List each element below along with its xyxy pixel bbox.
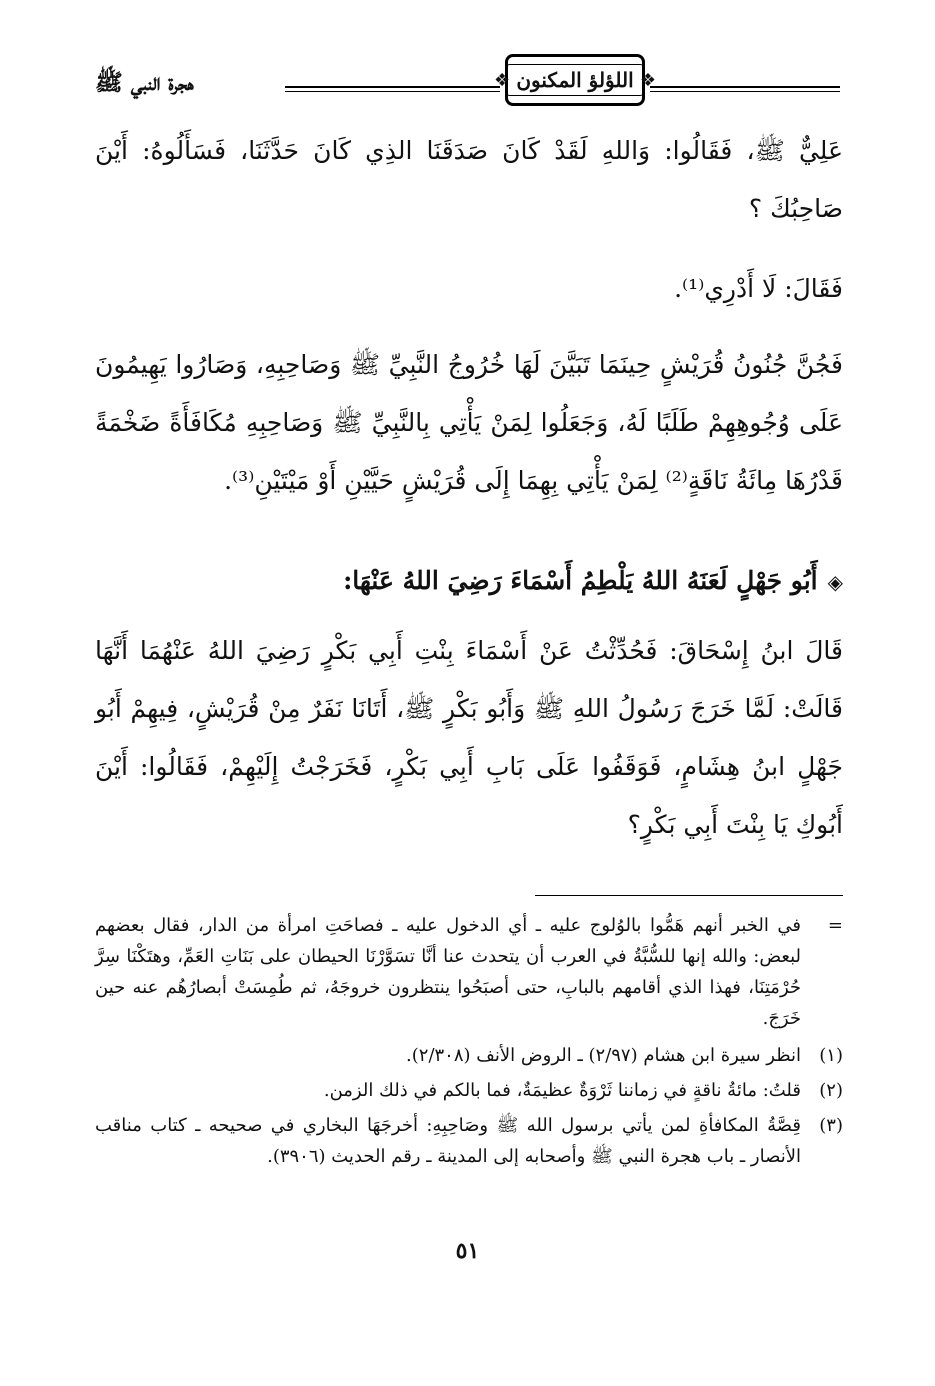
footnote-3: [95, 1110, 843, 1172]
chapter-title: هجرة النبي ﷺ: [95, 69, 194, 96]
footnote-text: قلتُ: مائةُ ناقةٍ في زماننا ثَرْوَةٌ عظيمَةٌ، فما بالكم في ذلك الزمن.: [323, 1080, 801, 1101]
footnote-mark: (٣): [819, 1115, 843, 1136]
book-title: ❖ اللؤلؤ المكنون: [505, 64, 644, 96]
footnote-mark: =: [827, 915, 843, 936]
book-title-badge: [505, 54, 645, 106]
section-heading-text: أَبُو جَهْلٍ لَعَنَهُ اللهُ يَلْطِمُ أَسْمَاءَ رَضِيَ اللهُ عَنْهَا:: [343, 566, 818, 595]
diamond-bullet-icon: ◈: [827, 570, 843, 594]
header-rule-left: [285, 86, 500, 88]
footnote-mark: (١): [819, 1045, 843, 1066]
running-header: [95, 46, 840, 116]
footnote-text: انظر سيرة ابن هشام (٢/٩٧) ـ الروض الأنف (٢/٣٠٨).: [406, 1045, 801, 1066]
footnote-separator: [535, 895, 843, 896]
footnote-1: [95, 1040, 843, 1071]
paragraph-4: قَالَ ابنُ إِسْحَاقَ: فَحُدِّثْتُ عَنْ أَسْمَاءَ بِنْتِ أَبِي بَكْرٍ رَضِيَ اللهُ عَنْهُمَا أَنَّهَا قَالَتْ: لَمَّا خَرَجَ رَسُولُ اللهِ ﷺ وَأَبُو بَكْرٍ ﷺ، أَتَانَا نَفَرٌ مِنْ قُرَيْشٍ، فِيهِمْ أَبُو جَهْلٍ ابنُ هِشَامٍ، فَوَقَفُوا عَلَى بَابِ أَبِي بَكْرٍ، فَخَرَجْتُ إِلَيْهِمْ، فَقَالُوا: أَيْنَ أَبُوكِ يَا بِنْتَ أَبِي بَكْرٍ؟: [95, 636, 843, 839]
footnote-text: قِصَّةُ المكافأةِ لمن يأتي برسول الله ﷺ وصَاحِبِهِ: أخرجَهَا البخاري في صحيحه ـ كتاب مناقب الأنصار ـ باب هجرة النبي ﷺ وأصحابه إلى المدينة ـ رقم الحديث (٣٩٠٦).: [95, 1115, 801, 1167]
paragraph-1: عَلِيٌّ ﷺ، فَقَالُوا: وَاللهِ لَقَدْ كَانَ صَدَقَنَا الذِي كَانَ حَدَّثَنَا، فَسَأَلُوهُ: أَيْنَ صَاحِبُكَ ؟: [95, 136, 843, 223]
footnote-text: في الخبر أنهم هَمُّوا بالوُلوج عليه ـ أي الدخول عليه ـ فصاحَتِ امرأة من الدار، فقال بعضهم لبعض: والله إنها للسُّبَّةُ في العرب أن يتحدث عنا أنَّا تسَوَّرْنَا الحيطان على بَنَاتِ العَمِّ، وهتَكْنَا سِرَّ حُرْمَتِنَا، فهذا الذي أقامهم بالبابِ، حتى أصبَحُوا ينتظرون خروجَهُ، ثم طُمِسَتْ أبصارُهُم عنه حين خَرَجَ.: [95, 915, 801, 1029]
page-number: ٥١: [455, 1238, 480, 1264]
section-heading: [95, 552, 843, 611]
paragraph-2: فَقَالَ: لَا أَدْرِي⁽¹⁾.: [674, 274, 843, 303]
paragraph-3: فَجُنَّ جُنُونُ قُرَيْشٍ حِينَمَا تَبَيَّنَ لَهَا خُرُوجُ النَّبِيِّ ﷺ وَصَاحِبِهِ، وَصَارُوا يَهِيمُونَ عَلَى وُجُوهِهِمْ طَلَبًا لَهُ، وَجَعَلُوا لِمَنْ يَأْتِي بِالنَّبِيِّ ﷺ وَصَاحِبِهِ مُكَافَأَةً ضَخْمَةً قَدْرُهَا مِائَةُ نَاقَةٍ⁽²⁾ لِمَنْ يَأْتِي بِهِمَا إِلَى قُرَيْشٍ حَيَّيْنِ أَوْ مَيْتَيْنِ⁽³⁾.: [95, 350, 843, 495]
footnotes: [95, 910, 843, 1172]
header-rule-right: [650, 86, 840, 88]
footnote-mark: (٢): [819, 1080, 843, 1101]
footnote-2: [95, 1075, 843, 1106]
footnote-continued: [95, 910, 843, 1034]
